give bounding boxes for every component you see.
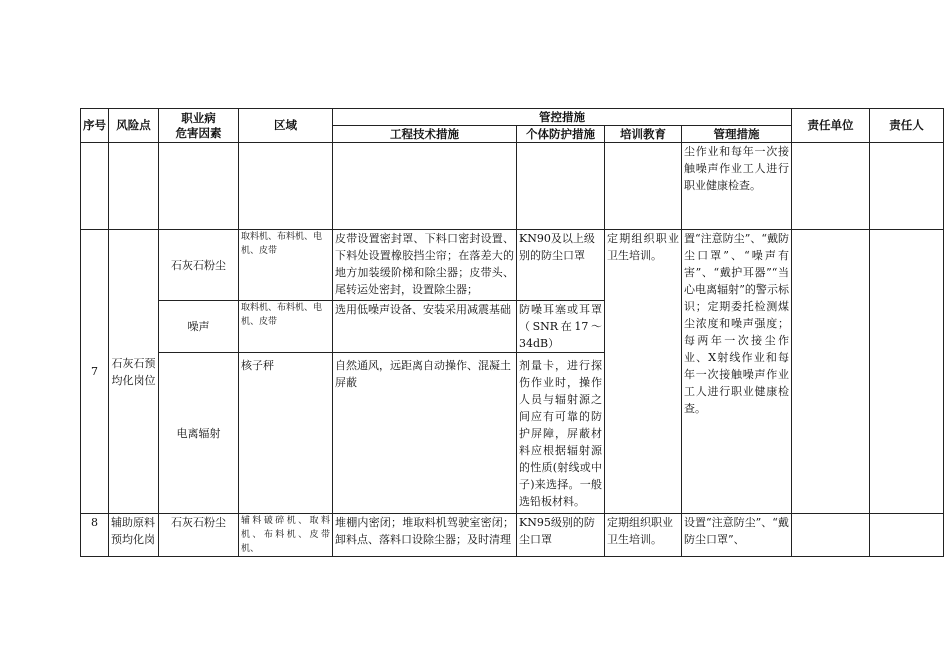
header-risk-point: 风险点 (109, 109, 159, 143)
cell-empty (605, 143, 682, 230)
cell-ppe-dust: KN90及以上级别的防尘口罩 (517, 230, 605, 301)
cell-engineering-8: 堆棚内密闭；堆取料机驾驶室密闭；卸料点、落料口设除尘器；及时清理 (333, 514, 517, 557)
cell-area-noise: 取料机、布料机、电机、皮带 (239, 301, 333, 353)
cell-training-8: 定期组织职业卫生培训。 (605, 514, 682, 557)
cell-empty (333, 143, 517, 230)
cell-training-7: 定期组织职业卫生培训。 (605, 230, 682, 514)
cell-engineering-radiation: 自然通风，远距离自动操作、混凝土屏蔽 (333, 353, 517, 514)
header-seq: 序号 (81, 109, 109, 143)
cell-empty (870, 143, 944, 230)
header-engineering: 工程技术措施 (333, 126, 517, 143)
cell-empty (109, 143, 159, 230)
table-row-8 (81, 514, 944, 557)
cell-risk-point-7: 石灰石预均化岗位 (109, 230, 159, 514)
cell-seq-7: 7 (81, 230, 109, 514)
cell-hazard-dust: 石灰石粉尘 (159, 230, 239, 301)
cell-risk-point-8: 辅助原料预均化岗 (109, 514, 159, 557)
cell-empty (159, 143, 239, 230)
cell-person-8 (870, 514, 944, 557)
cell-hazard-noise: 噪声 (159, 301, 239, 353)
cell-engineering-dust: 皮带设置密封罩、下料口密封设置、下料处设置橡胶挡尘帘；在落差大的地方加装缓阶梯和除尘器；皮带头、尾转运处密封，设置除尘器； (333, 230, 517, 301)
cell-engineering-noise: 选用低噪声设备、安装采用减震基础 (333, 301, 517, 353)
header-ppe: 个体防护措施 (517, 126, 605, 143)
cell-management-continued: 尘作业和每年一次接触噪声作业工人进行职业健康检查。 (682, 143, 792, 230)
cell-hazard-radiation: 电离辐射 (159, 353, 239, 514)
header-unit: 责任单位 (792, 109, 870, 143)
cell-management-7: 置“注意防尘”、“戴防尘口罩”、“噪声有害”、“戴护耳器”“当心电离辐射”的警示标识；定期委托检测煤尘浓度和噪声强度；每两年一次接尘作业、X射线作业和每年一次接触噪声作业工人进行职业健康检查。 (682, 230, 792, 514)
cell-ppe-noise: 防噪耳塞或耳罩（SNR在17～34dB） (517, 301, 605, 353)
table-row-continued (81, 143, 944, 230)
cell-empty (81, 143, 109, 230)
cell-unit-8 (792, 514, 870, 557)
cell-area-radiation: 核子秤 (239, 353, 333, 514)
header-person: 责任人 (870, 109, 944, 143)
header-control: 管控措施 (333, 109, 792, 126)
cell-ppe-radiation: 剂量卡，进行探伤作业时，操作人员与辐射源之间应有可靠的防护屏障，屏蔽材料应根据辐射源的性质(射线或中子)来选择。一般选铅板材料。 (517, 353, 605, 514)
cell-area-dust: 取料机、布料机、电机、皮带 (239, 230, 333, 301)
cell-unit-7 (792, 230, 870, 514)
header-training: 培训教育 (605, 126, 682, 143)
cell-hazard-8: 石灰石粉尘 (159, 514, 239, 557)
header-management: 管理措施 (682, 126, 792, 143)
risk-control-table (80, 108, 944, 557)
cell-empty (239, 143, 333, 230)
table-row-7-dust (81, 230, 944, 301)
cell-seq-8: 8 (81, 514, 109, 557)
cell-ppe-8: KN95级别的防尘口罩 (517, 514, 605, 557)
cell-person-7 (870, 230, 944, 514)
cell-area-8: 辅料破碎机、取料机、布料机、皮带机、 (239, 514, 333, 557)
header-hazard: 职业病 危害因素 (159, 109, 239, 143)
header-area: 区域 (239, 109, 333, 143)
cell-empty (517, 143, 605, 230)
cell-empty (792, 143, 870, 230)
cell-management-8: 设置“注意防尘”、“戴防尘口罩”、 (682, 514, 792, 557)
